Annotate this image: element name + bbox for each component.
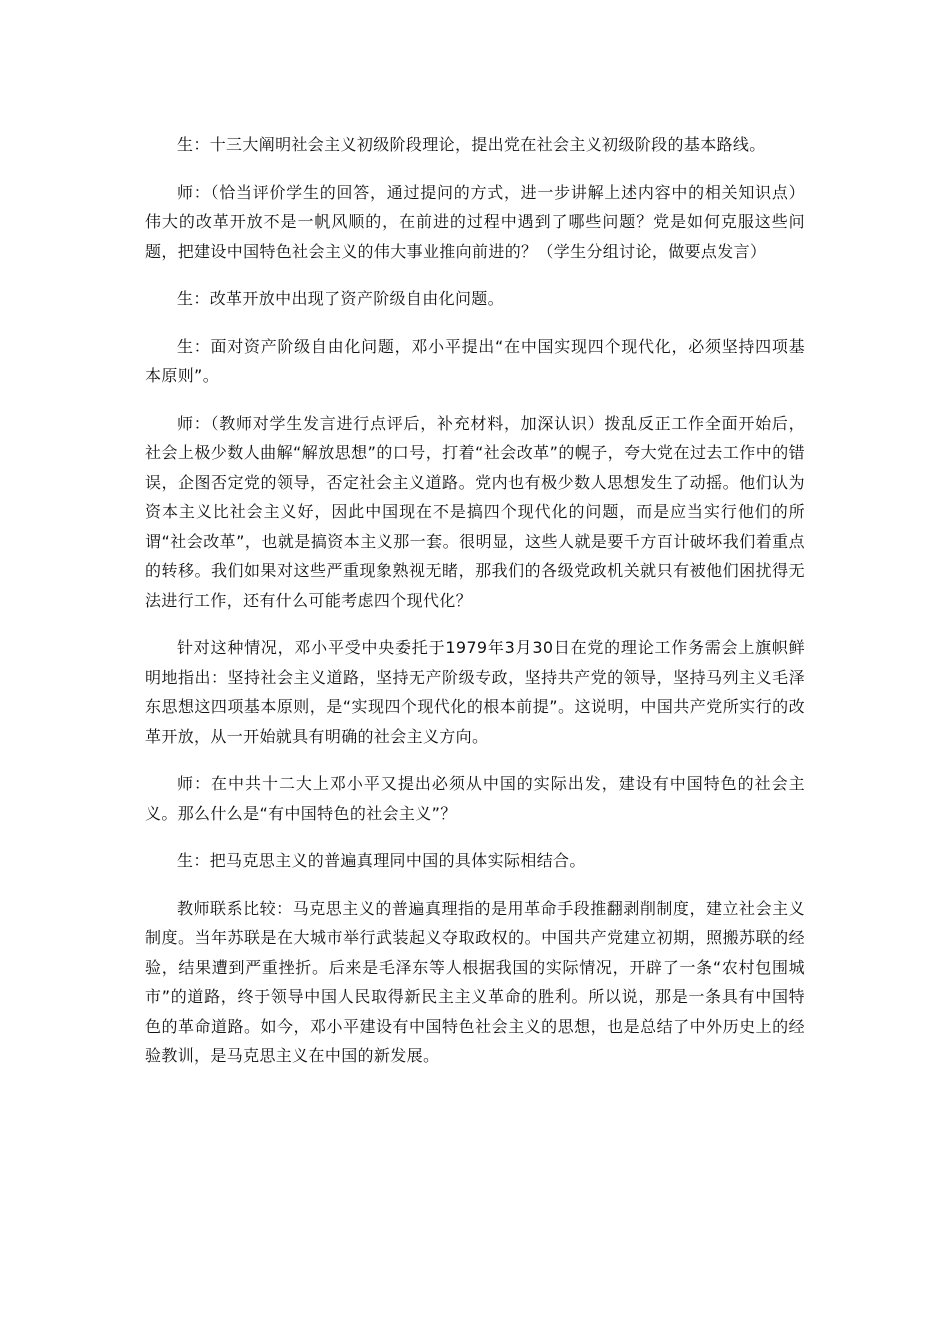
paragraph-teacher-question-2: 师：在中共十二大上邓小平又提出必须从中国的实际出发，建设有中国特色的社会主义。那么什么是“有中国特色的社会主义”？ bbox=[145, 774, 805, 823]
paragraph-student-answer-2: 生：改革开放中出现了资产阶级自由化问题。 bbox=[177, 289, 505, 308]
paragraph-teacher-question-1: 师：（恰当评价学生的回答，通过提问的方式，进一步讲解上述内容中的相关知识点）伟大的改革开放不是一帆风顺的，在前进的过程中遇到了哪些问题？党是如何克服这些问题，把建设中国特色社会主义的伟大事业推向前进的？（学生分组讨论，做要点发言） bbox=[145, 182, 805, 261]
paragraph-student-answer-4: 生：把马克思主义的普遍真理同中国的具体实际相结合。 bbox=[177, 851, 586, 870]
paragraph-teacher-comparison: 教师联系比较：马克思主义的普遍真理指的是用革命手段推翻剥削制度，建立社会主义制度。当年苏联是在大城市举行武装起义夺取政权的。中国共产党建立初期，照搬苏联的经验，结果遭到严重挫折。后来是毛泽东等人根据我国的实际情况，开辟了一条“农村包围城市”的道路，终于领导中国人民取得新民主主义革命的胜利。所以说，那是一条具有中国特色的革命道路。如今，邓小平建设有中国特色社会主义的思想，也是总结了中外历史上的经验教训，是马克思主义在中国的新发展。 bbox=[145, 898, 805, 1065]
paragraph-narrative: 针对这种情况，邓小平受中央委托于1979年3月30日在党的理论工作务需会上旗帜鲜明地指出：坚持社会主义道路，坚持无产阶级专政，坚持共产党的领导，坚持马列主义毛泽东思想这四项基本原则，是“实现四个现代化的根本前提”。这说明，中国共产党所实行的改革开放，从一开始就具有明确的社会主义方向。 bbox=[145, 638, 805, 746]
document-body bbox=[145, 130, 805, 1089]
paragraph-teacher-commentary-1: 师：（教师对学生发言进行点评后，补充材料，加深认识）拨乱反正工作全面开始后，社会上极少数人曲解“解放思想”的口号，打着“社会改革”的幌子，夸大党在过去工作中的错误，企图否定党的领导，否定社会主义道路。党内也有极少数人思想发生了动摇。他们认为资本主义比社会主义好，因此中国现在不是搞四个现代化的问题，而是应当实行他们的所谓“社会改革”，也就是搞资本主义那一套。很明显，这些人就是要千方百计破坏我们着重点的转移。我们如果对这些严重现象熟视无睹，那我们的各级党政机关就只有被他们困扰得无法进行工作，还有什么可能考虑四个现代化？ bbox=[145, 413, 805, 610]
paragraph-student-answer-3: 生：面对资产阶级自由化问题，邓小平提出“在中国实现四个现代化，必须坚持四项基本原则”。 bbox=[145, 336, 805, 385]
paragraph-student-answer-1: 生：十三大阐明社会主义初级阶段理论，提出党在社会主义初级阶段的基本路线。 bbox=[177, 135, 766, 154]
